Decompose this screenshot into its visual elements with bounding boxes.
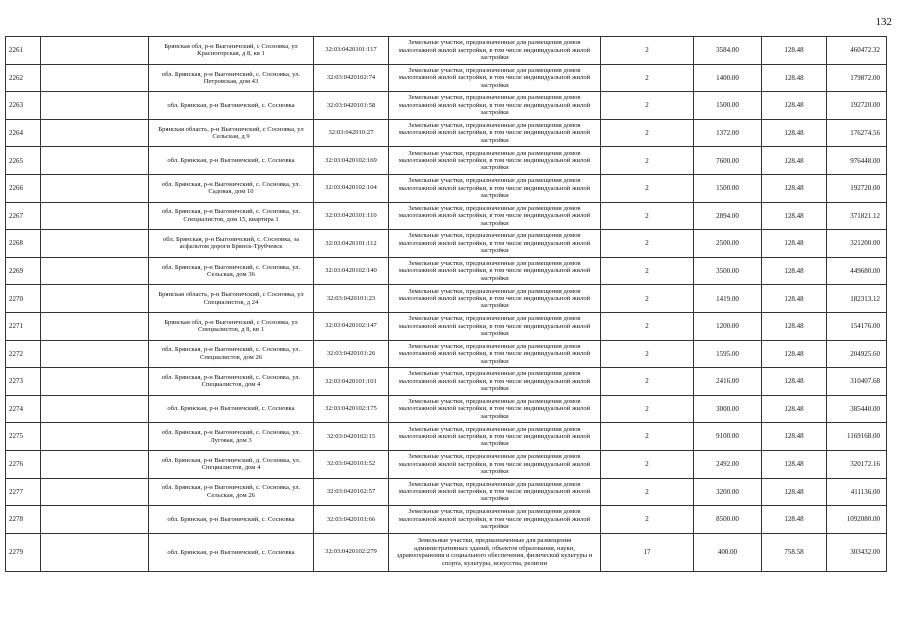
address-cell: обл. Брянская, р-н Выгоничский, д. Сосновка, ул. Специалистов, дом 4 <box>149 450 314 478</box>
cadastral-value-cell: 192720.00 <box>827 92 887 120</box>
land-purpose-cell: Земельные участки, предназначенные для размещения домов малоэтажной жилой застройки, в том числе индивидуальной жилой застройки <box>389 119 601 147</box>
address-cell: обл. Брянская, р-н Выгоничский, с. Сосновка <box>149 92 314 120</box>
empty-cell <box>41 395 149 423</box>
address-cell: обл. Брянская, р-н Выгоничский, с. Сосновка, за асфальтом дороги Брянск-Трубчевск <box>149 230 314 258</box>
table-row <box>6 119 887 147</box>
area-cell: 1595.00 <box>694 340 762 368</box>
group-cell: 2 <box>601 202 694 230</box>
cadastral-value-cell: 310407.68 <box>827 368 887 396</box>
rate-cell: 128.48 <box>762 368 827 396</box>
cadastral-number-cell: 32:03:0420101:110 <box>314 202 389 230</box>
empty-cell <box>41 368 149 396</box>
area-cell: 1200.00 <box>694 312 762 340</box>
row-number-cell: 2274 <box>6 395 41 423</box>
table-row <box>6 92 887 120</box>
table-row <box>6 450 887 478</box>
row-number-cell: 2271 <box>6 312 41 340</box>
address-cell: обл. Брянская, р-н Выгоничский, с. Сосновка, ул. Сельская, дом 36 <box>149 257 314 285</box>
group-cell: 2 <box>601 119 694 147</box>
land-purpose-cell: Земельные участки, предназначенные для размещения домов малоэтажной жилой застройки, в том числе индивидуальной жилой застройки <box>389 230 601 258</box>
rate-cell: 128.48 <box>762 257 827 285</box>
cadastral-value-cell: 154176.00 <box>827 312 887 340</box>
row-number-cell: 2277 <box>6 478 41 506</box>
area-cell: 3500.00 <box>694 257 762 285</box>
cadastral-value-cell: 460472.32 <box>827 37 887 65</box>
land-purpose-cell: Земельные участки, предназначенные для размещения домов малоэтажной жилой застройки, в том числе индивидуальной жилой застройки <box>389 395 601 423</box>
empty-cell <box>41 423 149 451</box>
rate-cell: 128.48 <box>762 340 827 368</box>
group-cell: 2 <box>601 368 694 396</box>
address-cell: обл. Брянская, р-н Выгоничский, с. Сосновка <box>149 506 314 534</box>
cadastral-number-cell: 32:03:0420102:104 <box>314 174 389 202</box>
row-number-cell: 2268 <box>6 230 41 258</box>
group-cell: 2 <box>601 506 694 534</box>
land-purpose-cell: Земельные участки, предназначенные для размещения домов малоэтажной жилой застройки, в том числе индивидуальной жилой застройки <box>389 92 601 120</box>
empty-cell <box>41 533 149 571</box>
rate-cell: 128.48 <box>762 230 827 258</box>
table-body <box>6 37 887 572</box>
rate-cell: 128.48 <box>762 450 827 478</box>
row-number-cell: 2279 <box>6 533 41 571</box>
address-cell: обл. Брянская, р-н Выгоничский, с. Сосновка <box>149 147 314 175</box>
address-cell: обл. Брянская, р-н Выгоничский, с. Сосновка <box>149 533 314 571</box>
rate-cell: 128.48 <box>762 37 827 65</box>
row-number-cell: 2278 <box>6 506 41 534</box>
area-cell: 3584.00 <box>694 37 762 65</box>
table-row <box>6 230 887 258</box>
row-number-cell: 2262 <box>6 64 41 92</box>
empty-cell <box>41 312 149 340</box>
cadastral-value-cell: 179872.00 <box>827 64 887 92</box>
cadastral-number-cell: 32:03:0420102:169 <box>314 147 389 175</box>
land-purpose-cell: Земельные участки, предназначенные для размещения домов малоэтажной жилой застройки, в том числе индивидуальной жилой застройки <box>389 478 601 506</box>
rate-cell: 128.48 <box>762 395 827 423</box>
group-cell: 2 <box>601 285 694 313</box>
cadastral-number-cell: 32:03:0420101:66 <box>314 506 389 534</box>
cadastral-value-cell: 204925.60 <box>827 340 887 368</box>
empty-cell <box>41 92 149 120</box>
cadastral-value-cell: 303432.00 <box>827 533 887 571</box>
area-cell: 2894.00 <box>694 202 762 230</box>
cadastral-number-cell: 32:03:0420101:117 <box>314 37 389 65</box>
cadastral-number-cell: 32:03:0420101:52 <box>314 450 389 478</box>
address-cell: обл. Брянская, р-н Выгоничский, с. Сосновка, ул. Садовая, дом 10 <box>149 174 314 202</box>
land-purpose-cell: Земельные участки, предназначенные для размещения домов малоэтажной жилой застройки, в том числе индивидуальной жилой застройки <box>389 202 601 230</box>
table-row <box>6 37 887 65</box>
cadastral-value-cell: 1092080.00 <box>827 506 887 534</box>
area-cell: 1400.00 <box>694 64 762 92</box>
cadastral-value-cell: 411136.00 <box>827 478 887 506</box>
area-cell: 3000.00 <box>694 395 762 423</box>
cadastral-value-cell: 321200.00 <box>827 230 887 258</box>
area-cell: 400.00 <box>694 533 762 571</box>
row-number-cell: 2275 <box>6 423 41 451</box>
area-cell: 1372.00 <box>694 119 762 147</box>
land-purpose-cell: Земельные участки, предназначенные для размещения домов малоэтажной жилой застройки, в том числе индивидуальной жилой застройки <box>389 174 601 202</box>
table-row <box>6 285 887 313</box>
group-cell: 2 <box>601 450 694 478</box>
group-cell: 2 <box>601 147 694 175</box>
cadastral-number-cell: 32:03:0420102:147 <box>314 312 389 340</box>
land-purpose-cell: Земельные участки, предназначенные для размещения домов малоэтажной жилой застройки, в том числе индивидуальной жилой застройки <box>389 257 601 285</box>
empty-cell <box>41 147 149 175</box>
empty-cell <box>41 257 149 285</box>
rate-cell: 128.48 <box>762 119 827 147</box>
group-cell: 2 <box>601 312 694 340</box>
empty-cell <box>41 340 149 368</box>
table-row <box>6 147 887 175</box>
area-cell: 1500.00 <box>694 174 762 202</box>
cadastral-value-cell: 449680.00 <box>827 257 887 285</box>
address-cell: Брянская обл, р-н Выгоничский, с Сосновка, ул Красногорская, д 8, кв 1 <box>149 37 314 65</box>
cadastral-number-cell: 32:03:0420101:23 <box>314 285 389 313</box>
cadastral-value-cell: 976448.00 <box>827 147 887 175</box>
row-number-cell: 2269 <box>6 257 41 285</box>
table-row <box>6 312 887 340</box>
cadastral-value-cell: 176274.56 <box>827 119 887 147</box>
row-number-cell: 2266 <box>6 174 41 202</box>
group-cell: 2 <box>601 478 694 506</box>
address-cell: обл. Брянская, р-н Выгоничский, с. Сосновка, ул. Сельская, дом 26 <box>149 478 314 506</box>
address-cell: обл. Брянская, р-н Выгоничский, с. Сосновка <box>149 395 314 423</box>
address-cell: Брянская область, р-н Выгоничский, с Сосновка, ул Сельская, д 9 <box>149 119 314 147</box>
rate-cell: 128.48 <box>762 202 827 230</box>
rate-cell: 128.48 <box>762 423 827 451</box>
cadastral-number-cell: 32:03:0420102:140 <box>314 257 389 285</box>
area-cell: 1500.00 <box>694 92 762 120</box>
rate-cell: 128.48 <box>762 92 827 120</box>
empty-cell <box>41 230 149 258</box>
empty-cell <box>41 506 149 534</box>
area-cell: 3200.00 <box>694 478 762 506</box>
cadastral-number-cell: 32:03:0420102:57 <box>314 478 389 506</box>
address-cell: обл. Брянская, р-н Выгоничский, с. Сосновка, ул. Специалистов, дом 4 <box>149 368 314 396</box>
area-cell: 2416.00 <box>694 368 762 396</box>
row-number-cell: 2261 <box>6 37 41 65</box>
row-number-cell: 2276 <box>6 450 41 478</box>
land-purpose-cell: Земельные участки, предназначенные для размещения домов малоэтажной жилой застройки, в том числе индивидуальной жилой застройки <box>389 450 601 478</box>
cadastral-number-cell: 32:03:0420101:112 <box>314 230 389 258</box>
area-cell: 2500.00 <box>694 230 762 258</box>
table-row <box>6 174 887 202</box>
rate-cell: 128.48 <box>762 174 827 202</box>
land-purpose-cell: Земельные участки, предназначенные для размещения административных зданий, объектов образования, науки, здравоохранения и социального обеспечения, физической культуры и спорта, культуры, искусства, религии <box>389 533 601 571</box>
group-cell: 2 <box>601 257 694 285</box>
cadastral-value-cell: 320172.16 <box>827 450 887 478</box>
row-number-cell: 2265 <box>6 147 41 175</box>
empty-cell <box>41 478 149 506</box>
cadastral-number-cell: 32:03:042010:27 <box>314 119 389 147</box>
empty-cell <box>41 285 149 313</box>
area-cell: 7600.00 <box>694 147 762 175</box>
group-cell: 17 <box>601 533 694 571</box>
land-purpose-cell: Земельные участки, предназначенные для размещения домов малоэтажной жилой застройки, в том числе индивидуальной жилой застройки <box>389 506 601 534</box>
row-number-cell: 2267 <box>6 202 41 230</box>
table-row <box>6 202 887 230</box>
rate-cell: 128.48 <box>762 285 827 313</box>
empty-cell <box>41 119 149 147</box>
page-number: 132 <box>875 16 892 28</box>
cadastral-number-cell: 32:03:0420101:101 <box>314 368 389 396</box>
table-row <box>6 340 887 368</box>
land-purpose-cell: Земельные участки, предназначенные для размещения домов малоэтажной жилой застройки, в том числе индивидуальной жилой застройки <box>389 312 601 340</box>
table-row <box>6 478 887 506</box>
cadastral-value-cell: 192720.00 <box>827 174 887 202</box>
cadastral-number-cell: 32:03:0420102:279 <box>314 533 389 571</box>
group-cell: 2 <box>601 37 694 65</box>
land-purpose-cell: Земельные участки, предназначенные для размещения домов малоэтажной жилой застройки, в том числе индивидуальной жилой застройки <box>389 423 601 451</box>
rate-cell: 758.58 <box>762 533 827 571</box>
cadastral-number-cell: 32:03:0420102:175 <box>314 395 389 423</box>
table-row <box>6 395 887 423</box>
area-cell: 2492.00 <box>694 450 762 478</box>
group-cell: 2 <box>601 64 694 92</box>
row-number-cell: 2264 <box>6 119 41 147</box>
land-purpose-cell: Земельные участки, предназначенные для размещения домов малоэтажной жилой застройки, в том числе индивидуальной жилой застройки <box>389 147 601 175</box>
land-purpose-cell: Земельные участки, предназначенные для размещения домов малоэтажной жилой застройки, в том числе индивидуальной жилой застройки <box>389 285 601 313</box>
row-number-cell: 2272 <box>6 340 41 368</box>
row-number-cell: 2263 <box>6 92 41 120</box>
row-number-cell: 2270 <box>6 285 41 313</box>
table-row <box>6 368 887 396</box>
empty-cell <box>41 174 149 202</box>
address-cell: Брянская область, р-н Выгоничский, с Сосновка, ул Специалистов, д 24 <box>149 285 314 313</box>
empty-cell <box>41 64 149 92</box>
cadastral-value-cell: 385440.00 <box>827 395 887 423</box>
table-row <box>6 533 887 571</box>
rate-cell: 128.48 <box>762 312 827 340</box>
area-cell: 1419.00 <box>694 285 762 313</box>
group-cell: 2 <box>601 340 694 368</box>
group-cell: 2 <box>601 174 694 202</box>
empty-cell <box>41 37 149 65</box>
rate-cell: 128.48 <box>762 478 827 506</box>
row-number-cell: 2273 <box>6 368 41 396</box>
address-cell: обл. Брянская, р-н Выгоничский, с. Сосновка, ул. Петровская, дом 43 <box>149 64 314 92</box>
cadastral-value-cell: 182313.12 <box>827 285 887 313</box>
cadastral-number-cell: 32:03:0420102:15 <box>314 423 389 451</box>
group-cell: 2 <box>601 423 694 451</box>
land-purpose-cell: Земельные участки, предназначенные для размещения домов малоэтажной жилой застройки, в том числе индивидуальной жилой застройки <box>389 64 601 92</box>
empty-cell <box>41 202 149 230</box>
table-row <box>6 64 887 92</box>
address-cell: обл. Брянская, р-н Выгоничский, с. Сосновка, ул. Луговая, дом 3 <box>149 423 314 451</box>
rate-cell: 128.48 <box>762 506 827 534</box>
table-row <box>6 257 887 285</box>
cadastral-number-cell: 32:03:0420101:58 <box>314 92 389 120</box>
group-cell: 2 <box>601 92 694 120</box>
cadastral-value-table <box>5 36 887 572</box>
group-cell: 2 <box>601 230 694 258</box>
land-purpose-cell: Земельные участки, предназначенные для размещения домов малоэтажной жилой застройки, в том числе индивидуальной жилой застройки <box>389 368 601 396</box>
cadastral-number-cell: 32:03:0420102:74 <box>314 64 389 92</box>
cadastral-value-cell: 1169168.00 <box>827 423 887 451</box>
address-cell: обл. Брянская, р-н Выгоничский, с. Сосновка, ул. Специалистов, дом 26 <box>149 340 314 368</box>
group-cell: 2 <box>601 395 694 423</box>
area-cell: 9100.00 <box>694 423 762 451</box>
table-row <box>6 423 887 451</box>
table-row <box>6 506 887 534</box>
cadastral-number-cell: 32:03:0420101:26 <box>314 340 389 368</box>
land-purpose-cell: Земельные участки, предназначенные для размещения домов малоэтажной жилой застройки, в том числе индивидуальной жилой застройки <box>389 340 601 368</box>
cadastral-value-cell: 371821.12 <box>827 202 887 230</box>
address-cell: обл. Брянская, р-н Выгоничский, с. Сосновка, ул. Специалистов, дом 15, квартира 1 <box>149 202 314 230</box>
empty-cell <box>41 450 149 478</box>
rate-cell: 128.48 <box>762 147 827 175</box>
land-purpose-cell: Земельные участки, предназначенные для размещения домов малоэтажной жилой застройки, в том числе индивидуальной жилой застройки <box>389 37 601 65</box>
address-cell: Брянская обл, р-н Выгоничский, с Сосновка, ул Специалистов, д 8, кв 1 <box>149 312 314 340</box>
rate-cell: 128.48 <box>762 64 827 92</box>
area-cell: 8500.00 <box>694 506 762 534</box>
